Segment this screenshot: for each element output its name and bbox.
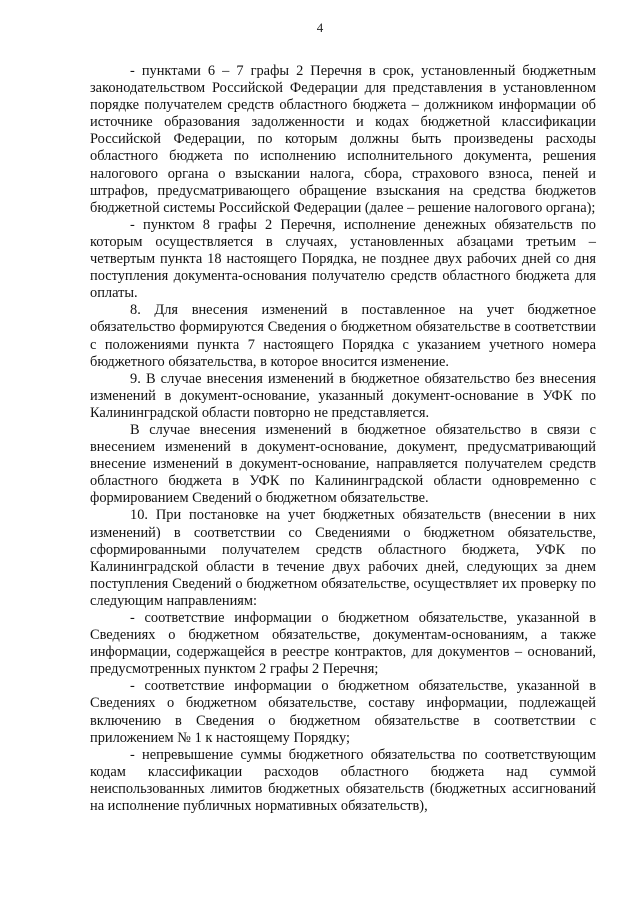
page-number: 4 (316, 20, 324, 35)
paragraph: 10. При постановке на учет бюджетных обязательств (внесении в них изменений) в соответствии со Сведениями о бюджетном обязательстве, сформированными получателем средств областного бюджета, УФК по Калининградской области в течение двух рабочих дней, следующих за днем поступления Сведений о бюджетном обязательстве, осуществляет их проверку по следующим направлениям: (90, 507, 596, 609)
paragraph: - пунктами 6 – 7 графы 2 Перечня в срок, установленный бюджетным законодательством Российской Федерации для представления в установленном порядке получателем средств областного бюджета – должником информации об источнике образования задолженности и кодах бюджетной классификации Российской Федерации, по которым должны быть произведены расходы областного бюджета по исполнению исполнительного документа, решения налогового органа о взыскании налога, сбора, страхового взноса, пеней и штрафов, предусматривающего обращение взыскания на средства бюджетов бюджетной системы Российской Федерации (далее – решение налогового органа); (90, 63, 596, 216)
paragraph: - соответствие информации о бюджетном обязательстве, указанной в Сведениях о бюджетном обязательстве, составу информации, подлежащей включению в Сведения о бюджетном обязательстве в соответствии с приложением № 1 к настоящему Порядку; (90, 678, 596, 746)
document-body (90, 63, 596, 815)
paragraph: 8. Для внесения изменений в поставленное на учет бюджетное обязательство формируются Сведения о бюджетном обязательстве в соответствии с положениями пункта 7 настоящего Порядка с указанием учетного номера бюджетного обязательства, в которое вносится изменение. (90, 302, 596, 370)
paragraph: 9. В случае внесения изменений в бюджетное обязательство без внесения изменений в документ-основание, указанный документ-основание в УФК по Калининградской области повторно не представляется. (90, 370, 596, 421)
paragraph: - соответствие информации о бюджетном обязательстве, указанной в Сведениях о бюджетном обязательстве, документам-основаниям, а также информации, содержащейся в реестре контрактов, для документов – оснований, предусмотренных пунктом 2 графы 2 Перечня; (90, 610, 596, 678)
paragraph: В случае внесения изменений в бюджетное обязательство в связи с внесением изменений в документ-основание, документ, предусматривающий внесение изменений в документ-основание, направляется получателем средств областного бюджета в УФК по Калининградской области одновременно с формированием Сведений о бюджетном обязательстве. (90, 421, 596, 507)
paragraph: - непревышение суммы бюджетного обязательства по соответствующим кодам классификации расходов областного бюджета над суммой неиспользованных лимитов бюджетных обязательств (бюджетных ассигнований на исполнение публичных нормативных обязательств), (90, 746, 596, 815)
paragraph: - пунктом 8 графы 2 Перечня, исполнение денежных обязательств по которым осуществляется в случаях, установленных абзацами третьим – четвертым пункта 18 настоящего Порядка, не позднее двух рабочих дней со дня поступления документа-основания получателю средств областного бюджета для оплаты. (90, 216, 596, 302)
